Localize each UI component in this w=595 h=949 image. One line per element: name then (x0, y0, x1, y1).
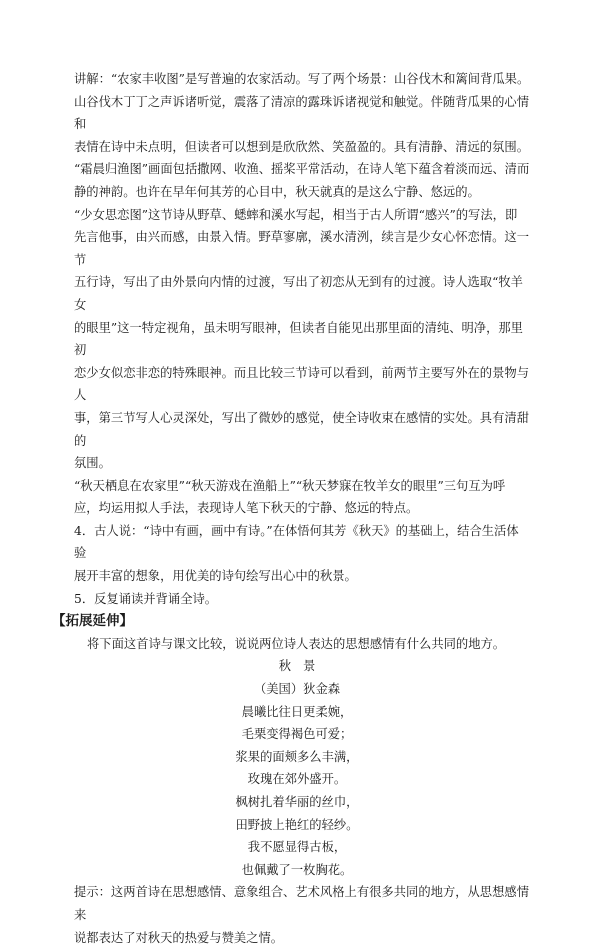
poem-line: 田野披上艳红的轻纱。 (235, 817, 359, 832)
text-line: 讲解：“农家丰收图”是写普遍的农家活动。写了两个场景：山谷伐木和篱间背瓜果。 (74, 72, 530, 86)
hint-section (74, 881, 530, 949)
poem-title: 秋景 (278, 659, 328, 674)
poem-line: 也佩戴了一枚胸花。 (241, 862, 353, 877)
text-line: 展开丰富的想象，用优美的诗句绘写出心中的秋景。 (74, 569, 357, 584)
hint-line: 说都表达了对秋天的热爱与赞美之情。 (74, 930, 284, 945)
text-line: 事，第三节写人心灵深处，写出了微妙的感觉，使全诗收束在感情的实处。具有清甜的 (74, 410, 529, 448)
text-line: 五行诗，写出了由外景向内情的过渡，写出了初恋从无到有的过渡。诗人选取“牧羊女 (74, 275, 523, 312)
text-line: “少女思恋图”这节诗从野草、蟋蟀和溪水写起，相当于古人所谓“感兴”的写法，即 (74, 207, 518, 222)
poem (64, 655, 530, 881)
text-line: 静的神韵。也许在早年何其芳的心目中，秋天就真的是这么宁静、悠远的。 (74, 184, 480, 199)
explanation-section (74, 68, 530, 610)
text-line: 先言他事，由兴而感，由景入情。野草寥廓，溪水清洌，续言是少女心怀恋情。这一节 (74, 230, 529, 267)
text-line: “秋天栖息在农家里”“秋天游戏在渔船上”“秋天梦寐在牧羊女的眼里”三句互为呼 (74, 478, 506, 493)
poem-line: 枫树扎着华丽的丝巾， (235, 795, 359, 809)
text-line: 恋少女似恋非恋的特殊眼神。而且比较三节诗可以看到，前两节主要写外在的景物与人 (74, 365, 529, 403)
section-heading: 【拓展延伸】 (52, 613, 133, 630)
poem-author: （美国）狄金森 (253, 682, 341, 697)
text-line: 表情在诗中未点明，但读者可以想到是欣欣然、笑盈盈的。具有清静、清远的氛围。 (74, 139, 529, 154)
task-prompt: 将下面这首诗与课文比较，说说两位诗人表达的思想感情有什么共同的地方。 (87, 636, 506, 651)
poem-line: 毛栗变得褐色可爱； (241, 727, 353, 742)
text-line: “霜晨归渔图”画面包括撒网、收渔、摇桨平常活动，在诗人笔下蕴含着淡而远、清而 (74, 162, 530, 177)
text-line: 的眼里”这一特定视角，虽未明写眼神，但读者自能见出那里面的清纯、明净，那里初 (74, 320, 523, 358)
document-page (52, 68, 530, 949)
text-line: 5．反复诵读并背诵全诗。 (74, 591, 218, 606)
poem-line: 我不愿显得古板， (247, 840, 347, 855)
poem-line: 玫瑰在郊外盛开。 (247, 772, 347, 787)
poem-line: 晨曦比往日更柔婉， (241, 704, 353, 719)
text-line: 氛围。 (74, 456, 111, 471)
hint-line: 提示：这两首诗在思想感情、意象组合、艺术风格上有很多共同的地方，从思想感情来 (74, 885, 529, 922)
text-line: 应，均运用拟人手法，表现诗人笔下秋天的宁静、悠远的特点。 (74, 501, 419, 516)
text-line: 4．古人说：“诗中有画，画中有诗。”在体悟何其芳《秋天》的基础上，结合生活体验 (74, 523, 519, 561)
text-line: 山谷伐木丁丁之声诉诸听觉，震落了清凉的露珠诉诸视觉和触觉。伴随背瓜果的心情和 (74, 94, 529, 132)
poem-line: 浆果的面颊多么丰满， (235, 749, 359, 764)
